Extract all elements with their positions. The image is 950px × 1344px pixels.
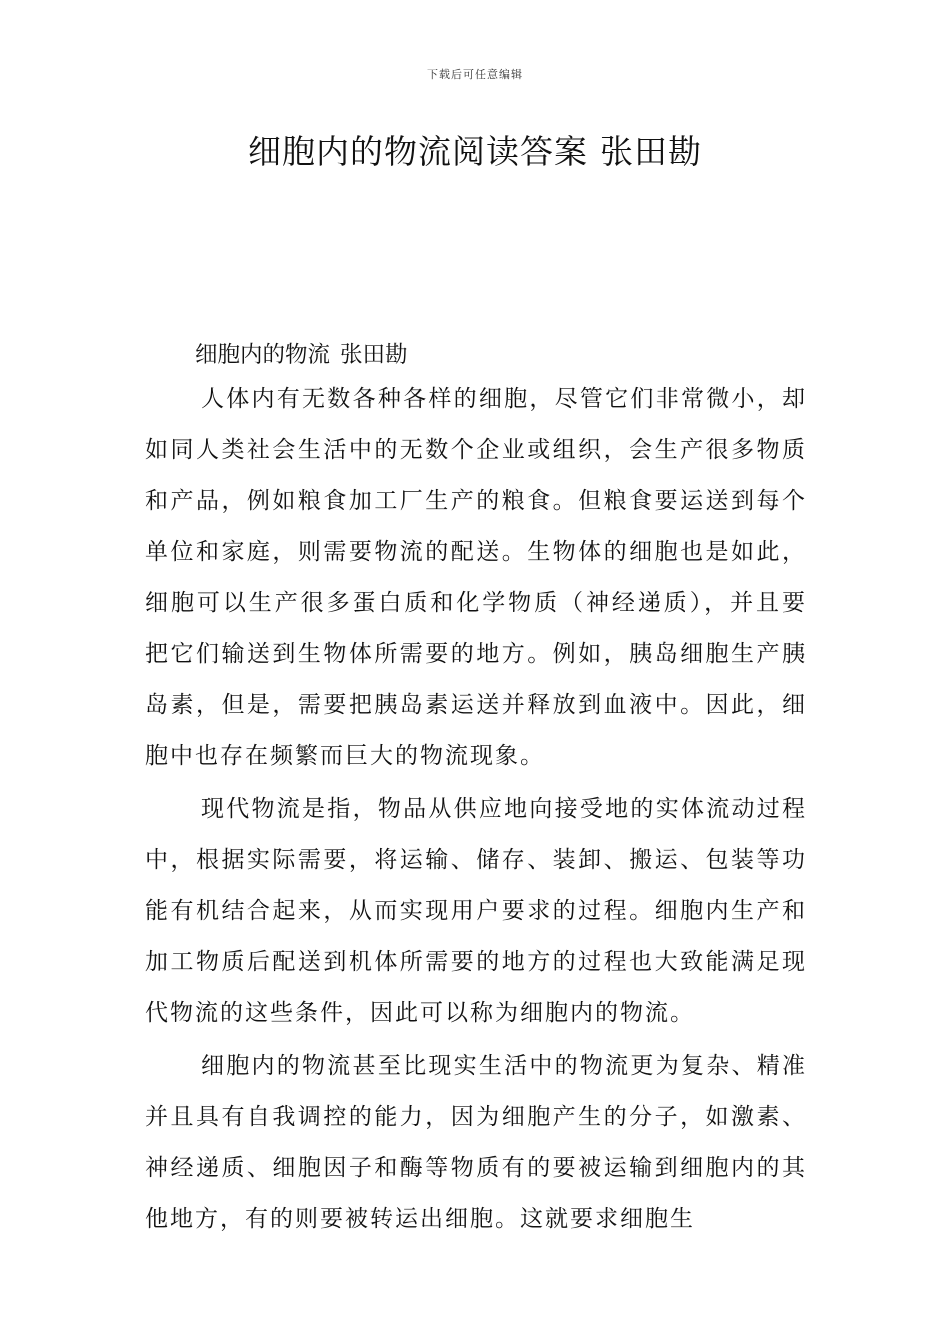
subtitle-main: 细胞内的物流: [195, 342, 331, 368]
subtitle-author: 张田勘: [340, 342, 408, 368]
document-title: [0, 126, 950, 173]
article-subtitle: [195, 330, 807, 374]
header-note: 下载后可任意编辑: [427, 68, 523, 81]
title-author: 张田勘: [600, 132, 702, 171]
title-main: 细胞内的物流阅读答案: [248, 132, 588, 171]
paragraph-1: 人体内有无数各种各样的细胞，尽管它们非常微小，却如同人类社会生活中的无数个企业或组织，会生产很多物质和产品，例如粮食加工厂生产的粮食。但粮食要运送到每个单位和家庭，则需要物流的配送。生物体的细胞也是如此，细胞可以生产很多蛋白质和化学物质（神经递质），并且要把它们输送到生物体所需要的地方。例如，胰岛细胞生产胰岛素，但是，需要把胰岛素运送并释放到血液中。因此，细胞中也存在频繁而巨大的物流现象。: [145, 386, 807, 769]
paragraph-3: 细胞内的物流甚至比现实生活中的物流更为复杂、精准并且具有自我调控的能力，因为细胞产生的分子，如激素、神经递质、细胞因子和酶等物质有的要被运输到细胞内的其他地方，有的则要被转运出细胞。这就要求细胞生: [145, 1053, 807, 1232]
article-body: [145, 330, 807, 1245]
paragraph-2: 现代物流是指，物品从供应地向接受地的实体流动过程中，根据实际需要，将运输、储存、装卸、搬运、包装等功能有机结合起来，从而实现用户要求的过程。细胞内生产和加工物质后配送到机体所需要的地方的过程也大致能满足现代物流的这些条件，因此可以称为细胞内的物流。: [145, 796, 807, 1026]
